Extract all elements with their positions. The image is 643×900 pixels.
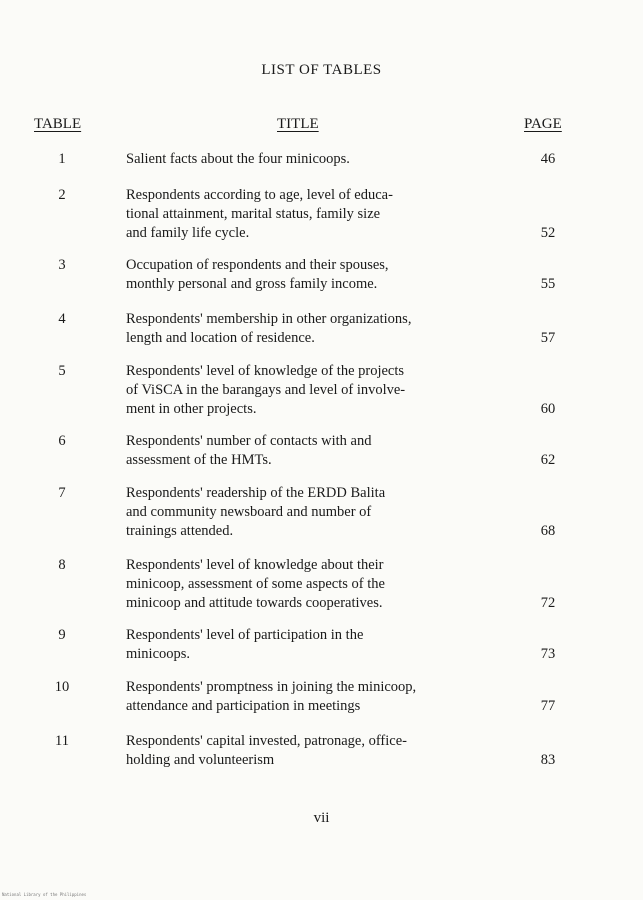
table-number: 4	[58, 311, 66, 327]
column-header-page: PAGE	[524, 116, 562, 132]
table-title-line: Respondents' readership of the ERDD Balita	[126, 485, 386, 501]
table-title	[126, 256, 521, 294]
table-number: 6	[58, 433, 66, 449]
table-number: 11	[55, 733, 69, 749]
table-title-line: tional attainment, marital status, family size	[126, 206, 381, 222]
table-title	[126, 310, 521, 348]
table-title-line: length and location of residence.	[126, 330, 315, 346]
table-number: 7	[58, 485, 66, 501]
library-stamp: National Library of the Philippines	[2, 892, 87, 897]
table-title-line: minicoop and attitude towards cooperatives.	[126, 595, 383, 611]
table-page-number: 73	[540, 646, 556, 662]
table-page-number: 60	[540, 401, 556, 417]
table-number: 1	[58, 151, 66, 167]
table-page-number: 57	[540, 330, 556, 346]
table-number: 10	[54, 679, 70, 695]
table-title-line: Respondents' level of knowledge of the projects	[126, 363, 405, 379]
table-title	[126, 150, 521, 169]
table-title-line: attendance and participation in meetings	[126, 698, 361, 714]
table-title-line: ment in other projects.	[126, 401, 257, 417]
table-title-line: Salient facts about the four minicoops.	[126, 151, 350, 167]
table-title	[126, 186, 521, 243]
table-title-line: Respondents' number of contacts with and	[126, 433, 372, 449]
table-number: 5	[58, 363, 66, 379]
table-title	[126, 678, 521, 716]
table-title	[126, 484, 521, 541]
table-title	[126, 732, 521, 770]
table-title-line: Respondents' level of participation in the	[126, 627, 364, 643]
table-title-line: Respondents' level of knowledge about their	[126, 557, 384, 573]
table-title	[126, 556, 521, 613]
table-page-number: 52	[540, 225, 556, 241]
table-title-line: trainings attended.	[126, 523, 234, 539]
table-title-line: holding and volunteerism	[126, 752, 275, 768]
page-title: LIST OF TABLES	[261, 62, 382, 78]
table-page-number: 55	[540, 276, 556, 292]
table-title-line: of ViSCA in the barangays and level of involve-	[126, 382, 406, 398]
table-title-line: and family life cycle.	[126, 225, 250, 241]
table-number: 2	[58, 187, 66, 203]
table-page-number: 46	[540, 151, 556, 167]
table-page-number: 68	[540, 523, 556, 539]
column-header-table: TABLE	[34, 116, 82, 132]
table-title-line: minicoops.	[126, 646, 191, 662]
table-number: 3	[58, 257, 66, 273]
table-title-line: assessment of the HMTs.	[126, 452, 272, 468]
table-title-line: Respondents according to age, level of educa-	[126, 187, 393, 203]
table-title	[126, 626, 521, 664]
table-number: 9	[58, 627, 66, 643]
table-title-line: Respondents' membership in other organizations,	[126, 311, 412, 327]
column-header-title: TITLE	[277, 116, 319, 132]
table-title-line: monthly personal and gross family income.	[126, 276, 378, 292]
table-title	[126, 432, 521, 470]
table-title-line: minicoop, assessment of some aspects of the	[126, 576, 385, 592]
table-title-line: Occupation of respondents and their spouses,	[126, 257, 389, 273]
table-title-line: Respondents' capital invested, patronage, office-	[126, 733, 407, 749]
table-number: 8	[58, 557, 66, 573]
table-page-number: 72	[540, 595, 556, 611]
table-page-number: 77	[540, 698, 556, 714]
table-title	[126, 362, 521, 419]
table-title-line: and community newsboard and number of	[126, 504, 372, 520]
table-page-number: 83	[540, 752, 556, 768]
table-page-number: 62	[540, 452, 556, 468]
page-number: vii	[313, 810, 330, 826]
table-title-line: Respondents' promptness in joining the minicoop,	[126, 679, 417, 695]
